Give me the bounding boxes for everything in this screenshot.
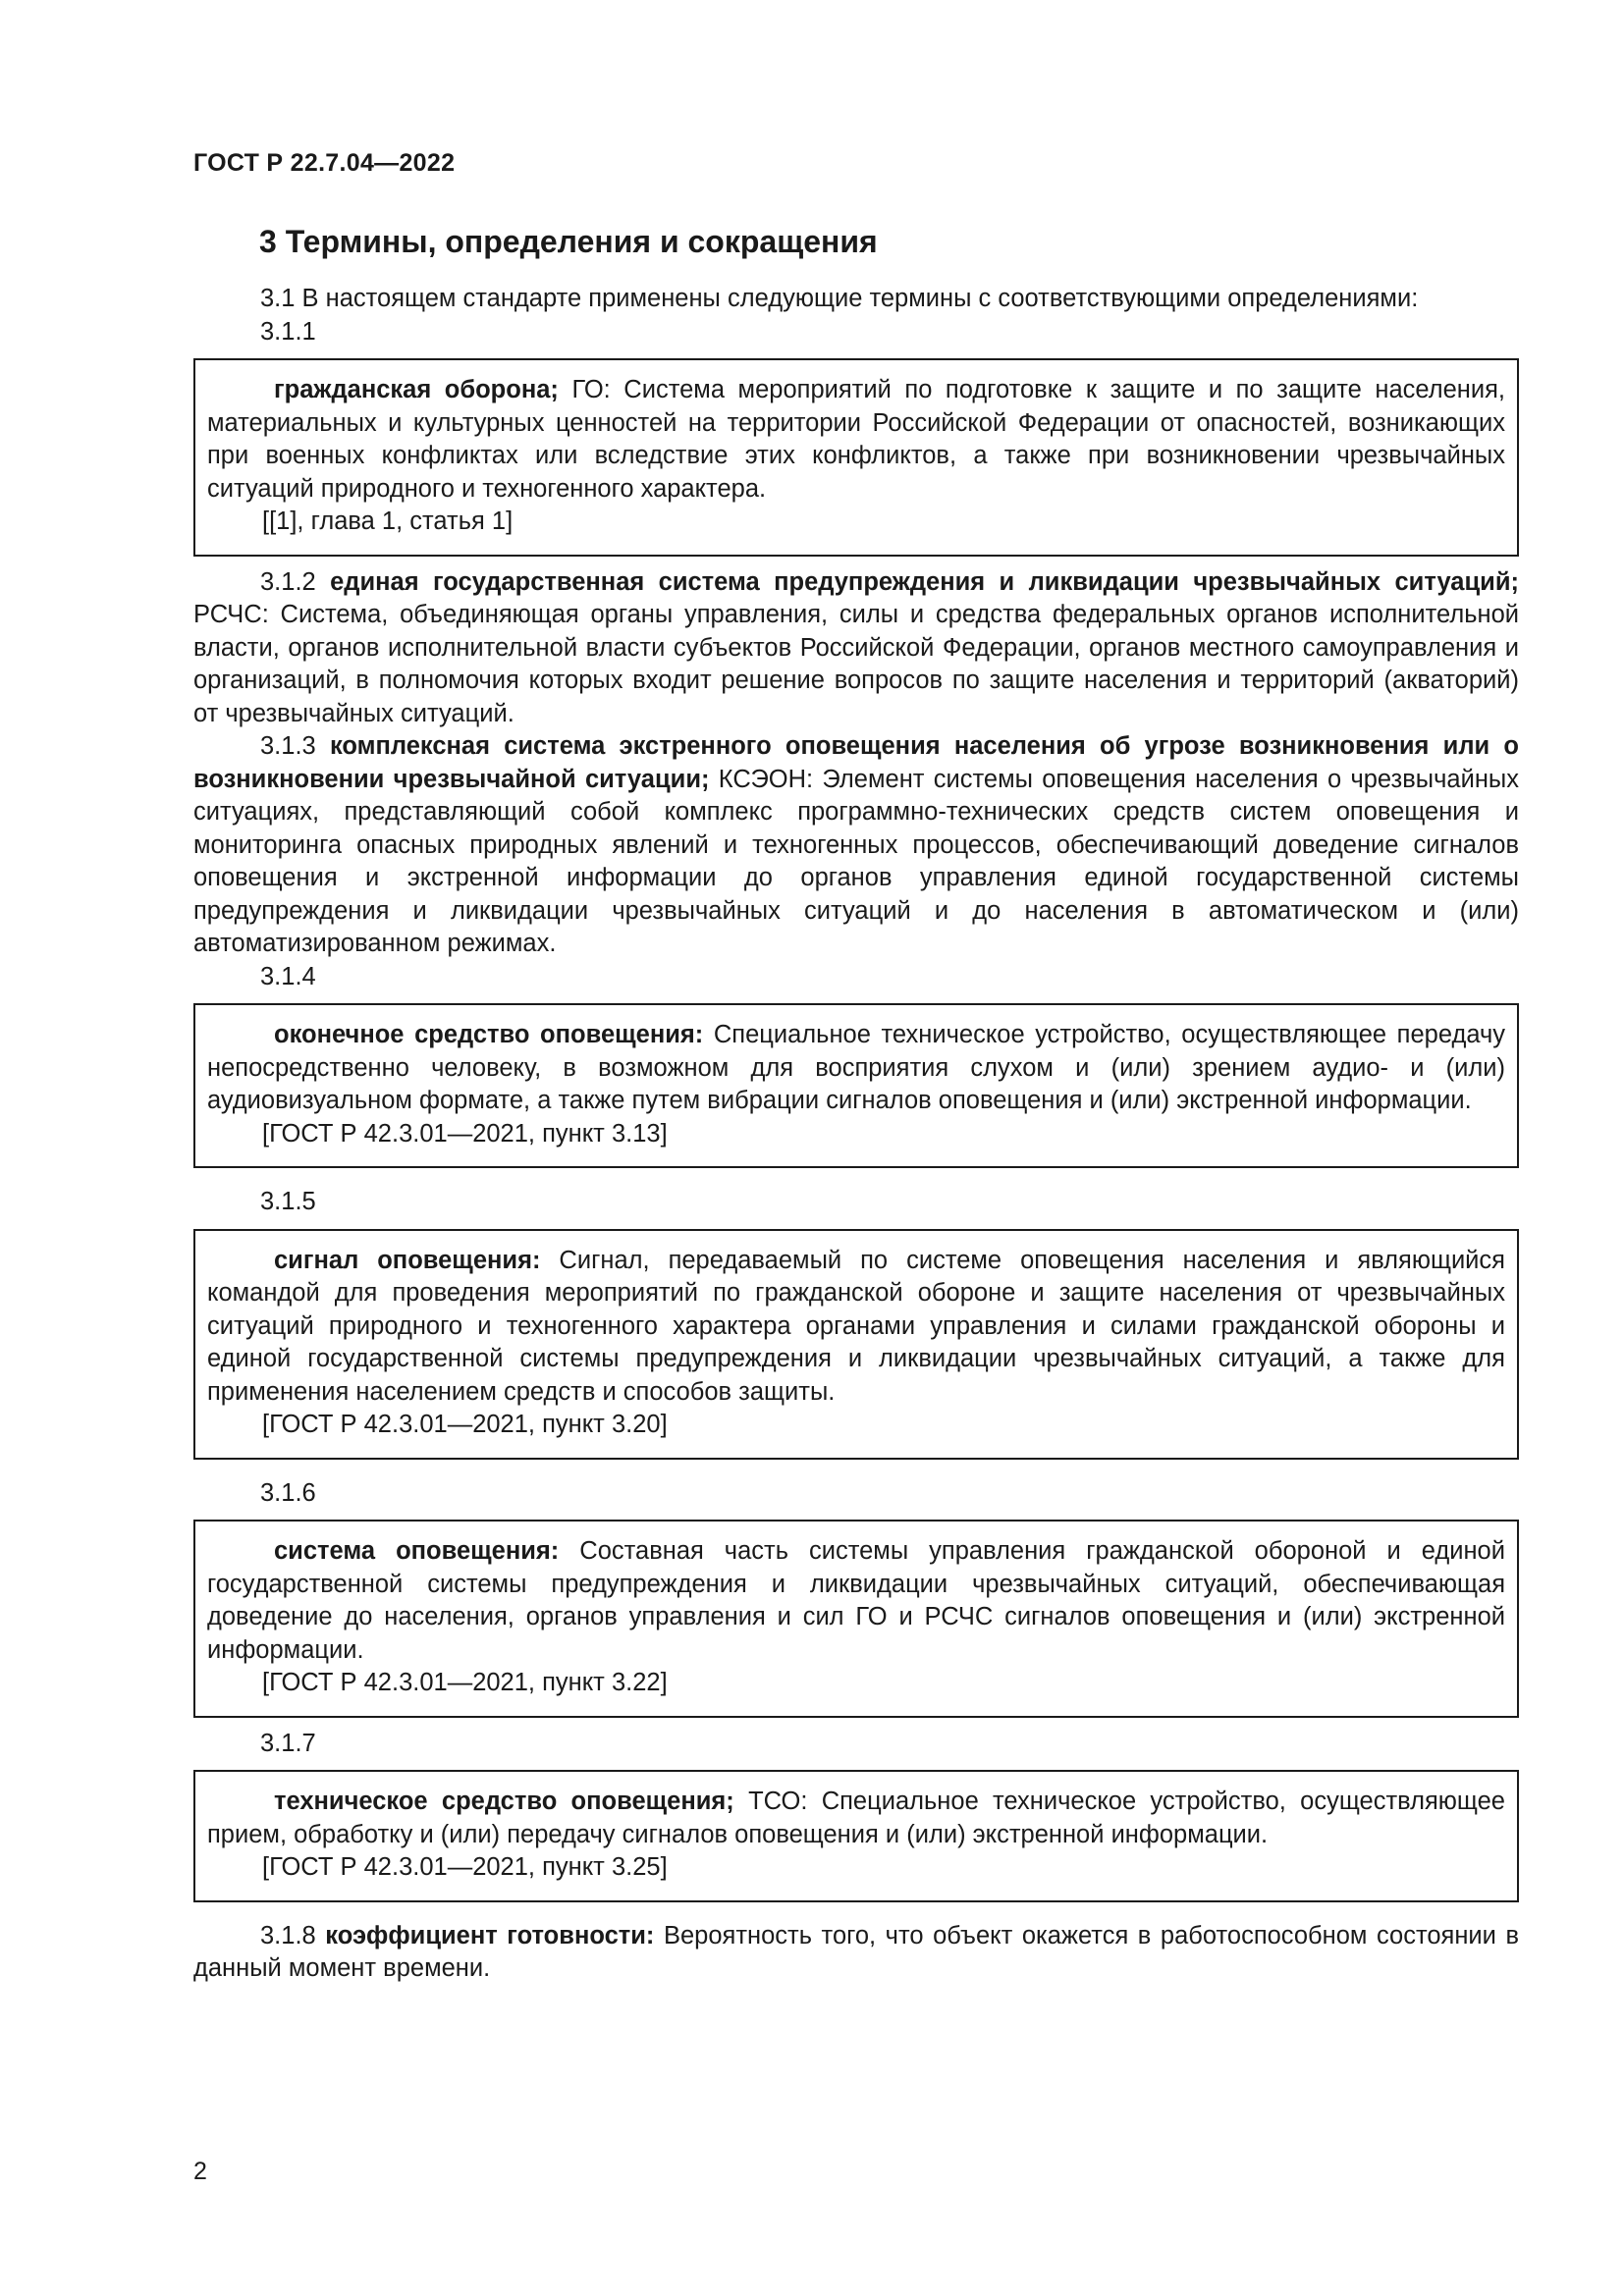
term-definition-3-1-1	[207, 374, 1505, 506]
term-definition-3-1-3	[193, 730, 1519, 961]
term-text: ГО: Система мероприятий по подготовке к защите и по защите населения, материальных и культурных ценностей на территории Российской Федерации от опасностей, возникающих при военных конфликтах или вследствие этих конфликтов, а также при возникновении чрезвычайных ситуаций природного и техногенного характера.	[207, 376, 1505, 503]
term-box-3-1-5	[193, 1229, 1519, 1460]
intro-paragraph: 3.1 В настоящем стандарте применены следующие термины с соответствующими определениями:	[260, 285, 1419, 312]
term-number-3-1-4: 3.1.4	[260, 962, 316, 990]
term-number-3-1-7: 3.1.7	[260, 1729, 316, 1757]
term-definition-3-1-4	[207, 1019, 1505, 1118]
term-name: гражданская оборона;	[274, 376, 559, 403]
term-text: РСЧС: Система, объединяющая органы управления, силы и средства федеральных органов исполнительной власти, органов исполнительной власти субъектов Российской Федерации, органов местного самоуправления и организаций, в полномочия которых входит решение вопросов по защите населения и территорий (акваторий) от чрезвычайных ситуаций.	[193, 601, 1519, 727]
term-source: [ГОСТ Р 42.3.01—2021, пункт 3.20]	[262, 1411, 668, 1438]
term-number-3-1-5: 3.1.5	[260, 1188, 316, 1215]
term-number: 3.1.8	[260, 1921, 316, 1949]
term-definition-3-1-5	[207, 1245, 1505, 1410]
term-box-3-1-6	[193, 1520, 1519, 1718]
term-text: КСЭОН: Элемент системы оповещения населения о чрезвычайных ситуациях, представляющий собой комплекс программно-технических средств систем оповещения и мониторинга опасных природных явлений и техногенных процессов, обеспечивающий доведение сигналов оповещения и экстренной информации до органов управления единой государственной системы предупреждения и ликвидации чрезвычайных ситуаций и до населения в автоматическом и (или) автоматизированном режимах.	[193, 765, 1519, 957]
term-number: 3.1.2	[260, 567, 316, 596]
term-name: система оповещения:	[274, 1537, 560, 1565]
term-text: Сигнал, передаваемый по системе оповещения населения и являющийся командой для проведения мероприятий по гражданской обороне и защите населения от чрезвычайных ситуаций природного и техногенного характера органами управления и силами гражданской обороны и единой государственной системы предупреждения и ликвидации чрезвычайных ситуаций, а также для применения населением средств и способов защиты.	[207, 1246, 1505, 1406]
document-body	[193, 283, 1519, 1986]
term-definition-3-1-6	[207, 1535, 1505, 1667]
term-source: [ГОСТ Р 42.3.01—2021, пункт 3.22]	[262, 1669, 668, 1696]
term-name: комплексная система экстренного оповещения населения об угрозе возникновения или о возникновении чрезвычайной ситуации;	[193, 732, 1519, 793]
term-text: Специальное техническое устройство, осуществляющее передачу непосредственно человеку, в возможном для восприятия слухом и (или) зрением аудио- и (или) аудиовизуальном формате, а также путем вибрации сигналов оповещения и (или) экстренной информации.	[207, 1021, 1505, 1114]
term-box-3-1-7	[193, 1770, 1519, 1902]
term-number-3-1-1: 3.1.1	[260, 317, 316, 346]
term-definition-3-1-7	[207, 1786, 1505, 1851]
term-text: Вероятность того, что объект окажется в работоспособном состоянии в данный момент времени.	[193, 1921, 1519, 1982]
term-definition-3-1-8	[193, 1920, 1519, 1986]
term-name: сигнал оповещения:	[274, 1246, 541, 1274]
term-name: техническое средство оповещения;	[274, 1788, 734, 1815]
term-definition-3-1-2	[193, 566, 1519, 731]
term-source: [[1], глава 1, статья 1]	[262, 507, 514, 535]
term-name: коэффициент готовности:	[325, 1921, 655, 1949]
section-title: 3 Термины, определения и сокращения	[259, 224, 878, 259]
term-name: оконечное средство оповещения:	[274, 1021, 704, 1048]
term-name: единая государственная система предупреждения и ликвидации чрезвычайных ситуаций;	[330, 567, 1519, 596]
term-number: 3.1.3	[260, 732, 316, 760]
term-box-3-1-4	[193, 1003, 1519, 1168]
term-text: ТСО: Специальное техническое устройство, осуществляющее прием, обработку и (или) передачу сигналов оповещения и (или) экстренной информации.	[207, 1788, 1505, 1848]
page-number: 2	[193, 2158, 207, 2185]
term-box-3-1-1	[193, 358, 1519, 557]
term-number-3-1-6: 3.1.6	[260, 1478, 316, 1507]
document-header: ГОСТ Р 22.7.04—2022	[193, 149, 456, 177]
term-text: Составная часть системы управления гражданской обороной и единой государственной системы предупреждения и ликвидации чрезвычайных ситуаций, обеспечивающая доведение до населения, органов управления и сил ГО и РСЧС сигналов оповещения и (или) экстренной информации.	[207, 1537, 1505, 1664]
term-source: [ГОСТ Р 42.3.01—2021, пункт 3.25]	[262, 1853, 668, 1881]
term-source: [ГОСТ Р 42.3.01—2021, пункт 3.13]	[262, 1119, 668, 1148]
